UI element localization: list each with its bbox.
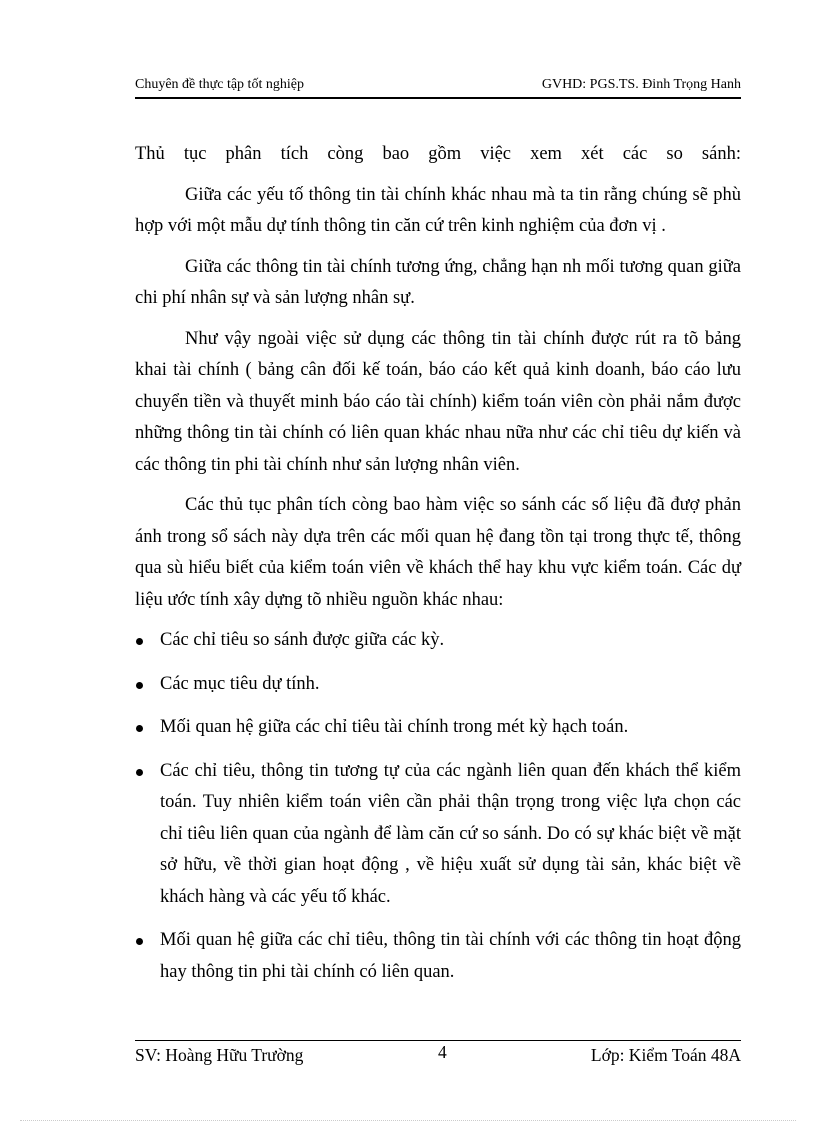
list-item: [135, 925, 741, 988]
page-footer: [135, 1040, 741, 1071]
list-item-text: Các chỉ tiêu, thông tin tương tự của các ngành liên quan đến khách thể kiểm toán. Tuy nhiên kiểm toán viên cần phải thận trọng trong việc lựa chọn các chỉ tiêu liên quan của ngành để làm căn cứ so sánh. Do có sự khác biệt về mặt sở hữu, về thời gian hoạt động , về hiệu xuất sử dụng tài sản, khác biệt về khách hàng và các yếu tố khác.: [160, 760, 741, 907]
bullet-icon: [136, 638, 143, 645]
list-item: [135, 625, 741, 657]
bullet-icon: [136, 725, 143, 732]
page-boundary: [20, 1120, 796, 1121]
page-number: 4: [438, 1042, 447, 1062]
document-body: [135, 139, 741, 1000]
header-title: Chuyên đề thực tập tốt nghiệp: [135, 77, 304, 92]
paragraph: Thủ tục phân tích còng bao gồm việc xem xét các so sánh:: [135, 144, 741, 164]
bullet-icon: [136, 938, 143, 945]
paragraph: Các thủ tục phân tích còng bao hàm việc so sánh các số liệu đã đượ phản ánh trong sổ sách này dựa trên các mối quan hệ đang tồn tại trong thực tế, thông qua sù hiểu biết của kiểm toán viên về khách thể hay khu vực kiểm toán. Các dự liệu ước tính xây dựng tõ nhiều nguồn khác nhau:: [135, 495, 741, 610]
list-item-text: Các chỉ tiêu so sánh được giữa các kỳ.: [160, 630, 445, 650]
list-item-text: Mối quan hệ giữa các chỉ tiêu tài chính trong mét kỳ hạch toán.: [160, 717, 629, 737]
list-item-text: Mối quan hệ giữa các chỉ tiêu, thông tin tài chính với các thông tin hoạt động hay thông tin phi tài chính có liên quan.: [160, 930, 741, 982]
list-item-text: Các mục tiêu dự tính.: [160, 673, 320, 694]
footer-student: SV: Hoàng Hữu Trường: [135, 1045, 304, 1065]
bullet-icon: [136, 769, 143, 776]
list-item: [135, 756, 741, 914]
footer-class: Lớp: Kiểm Toán 48A: [590, 1045, 741, 1065]
paragraph: Giữa các yếu tố thông tin tài chính khác nhau mà ta tin rằng chúng sẽ phù hợp với một mẫu dự tính thông tin căn cứ trên kinh nghiệm của đơn vị .: [135, 184, 741, 236]
bullet-list: [135, 625, 741, 988]
page-header: [135, 77, 741, 99]
header-advisor: GVHD: PGS.TS. Đinh Trọng Hanh: [541, 77, 741, 92]
bullet-icon: [136, 682, 143, 689]
paragraph: Như vậy ngoài việc sử dụng các thông tin tài chính được rút ra tõ bảng khai tài chính ( bảng cân đối kế toán, báo cáo kết quả kinh doanh, báo cáo lưu chuyển tiền và thuyết minh báo cáo tài chính) kiểm toán viên còn phải nắm được những thông tin tài chính có liên quan khác nhau nữa như các chỉ tiêu dự kiến và các thông tin phi tài chính như sản lượng nhân viên.: [135, 328, 741, 475]
list-item: [135, 712, 741, 744]
list-item: [135, 669, 741, 701]
paragraph: Giữa các thông tin tài chính tương ứng, chẳng hạn nh mối tương quan giữa chi phí nhân sự và sản lượng nhân sự.: [135, 256, 741, 308]
